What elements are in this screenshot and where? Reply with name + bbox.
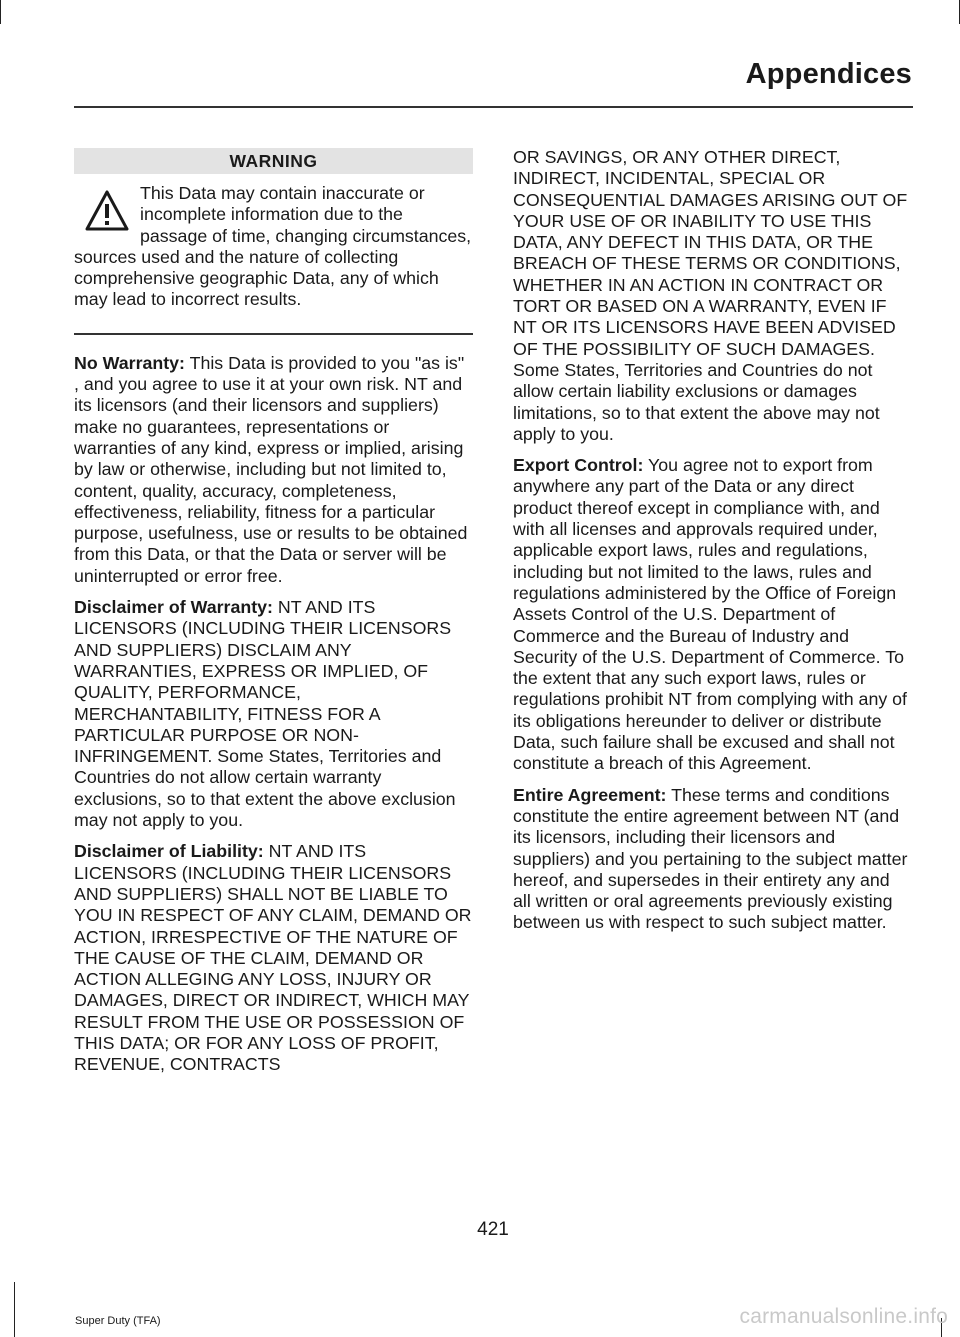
- disclaimer-warranty-text: NT AND ITS LICENSORS (INCLUDING THEIR LICENSORS AND SUPPLIERS) DISCLAIM ANY WARRANTIES, EXPRESS OR IMPLIED, OF QUALITY, PERFORMANCE, MERCHANTABILITY, FITNESS FOR A PARTICULAR PURPOSE OR NON-INFRINGEMENT. Some States, Territories and Countries do not allow certain warranty exclusions, so to that extent the above exclusion may not apply to you.: [74, 597, 456, 831]
- entire-agreement-label: Entire Agreement:: [513, 784, 667, 805]
- disclaimer-warranty-label: Disclaimer of Warranty:: [74, 597, 273, 618]
- no-warranty-label: No Warranty:: [74, 352, 185, 373]
- warning-text: This Data may contain inaccurate or incomplete information due to the passage of time, changing circumstances, sources used and the nature of collecting comprehensive geographic Data, any of which may lead to incorrect results.: [74, 183, 472, 310]
- export-control-text: You agree not to export from anywhere any part of the Data or any direct product thereof except in compliance with, and with all licenses and approvals required under, applicable export laws, rules and regulations, including but not limited to the laws, rules and regulations administered by the Office of Foreign Assets Control of the U.S. Department of Commerce and the Bureau of Industry and Security of the U.S. Department of Commerce. To the extent that any such export laws, rules or regulations prohibit NT from complying with any of its obligations hereunder to deliver or distribute Data, such failure shall be excused and shall not constitute a breach of this Agreement.: [513, 455, 908, 774]
- header-divider: [74, 106, 913, 108]
- watermark: carmanualsonline.info: [739, 1305, 948, 1328]
- page-title: Appendices: [745, 58, 912, 90]
- entire-agreement-text: These terms and conditions constitute the entire agreement between NT (and its licensors, including their licensors and suppliers) and you pertaining to the subject matter hereof, and supersedes in their entirety any and all written or oral agreements previously existing between us with respect to such subject matter.: [513, 784, 908, 933]
- paragraph-disclaimer-warranty: [74, 597, 473, 831]
- no-warranty-text: This Data is provided to you "as is" , and you agree to use it at your own risk. NT and its licensors (and their licensors and suppliers) make no guarantees, representations or warranties of any kind, express or implied, arising by law or otherwise, including but not limited to, content, quality, accuracy, completeness, effectiveness, reliability, fitness for a particular purpose, usefulness, use or results to be obtained from this Data, or that the Data or server will be uninterrupted or error free.: [74, 352, 468, 586]
- disclaimer-liability-label: Disclaimer of Liability:: [74, 841, 264, 862]
- export-control-label: Export Control:: [513, 455, 644, 476]
- paragraph-disclaimer-liability-continued: OR SAVINGS, OR ANY OTHER DIRECT, INDIRECT, INCIDENTAL, SPECIAL OR CONSEQUENTIAL DAMAGES ARISING OUT OF YOUR USE OF OR INABILITY TO USE THIS DATA, ANY DEFECT IN THIS DATA, OR THE BREACH OF THESE TERMS OR CONDITIONS, WHETHER IN AN ACTION IN CONTRACT OR TORT OR BASED ON A WARRANTY, EVEN IF NT OR ITS LICENSORS HAVE BEEN ADVISED OF THE POSSIBILITY OF SUCH DAMAGES. Some States, Territories and Countries do not allow certain liability exclusions or damages limitations, so to that extent the above may not apply to you.: [513, 147, 908, 444]
- crop-mark-bottom-left: [14, 1282, 15, 1337]
- warning-triangle-icon: [84, 189, 130, 233]
- right-column: [513, 147, 912, 944]
- page-number: 421: [477, 1219, 509, 1240]
- crop-mark-top-left: [0, 0, 1, 24]
- disclaimer-liability-text: NT AND ITS LICENSORS (INCLUDING THEIR LICENSORS AND SUPPLIERS) SHALL NOT BE LIABLE TO YOU IN RESPECT OF ANY CLAIM, DEMAND OR ACTION, IRRESPECTIVE OF THE NATURE OF THE CAUSE OF THE CLAIM, DEMAND OR ACTION ALLEGING ANY LOSS, INJURY OR DAMAGES, DIRECT OR INDIRECT, WHICH MAY RESULT FROM THE USE OR POSSESSION OF THIS DATA; OR FOR ANY LOSS OF PROFIT, REVENUE, CONTRACTS: [74, 841, 472, 1075]
- left-column: [74, 148, 473, 1086]
- footer-model: Super Duty (TFA): [75, 1315, 161, 1327]
- warning-heading: WARNING: [74, 148, 473, 174]
- paragraph-export-control: [513, 455, 912, 774]
- warning-box: [74, 148, 473, 335]
- paragraph-entire-agreement: [513, 785, 912, 934]
- paragraph-no-warranty: [74, 353, 473, 587]
- paragraph-disclaimer-liability: [74, 841, 473, 1075]
